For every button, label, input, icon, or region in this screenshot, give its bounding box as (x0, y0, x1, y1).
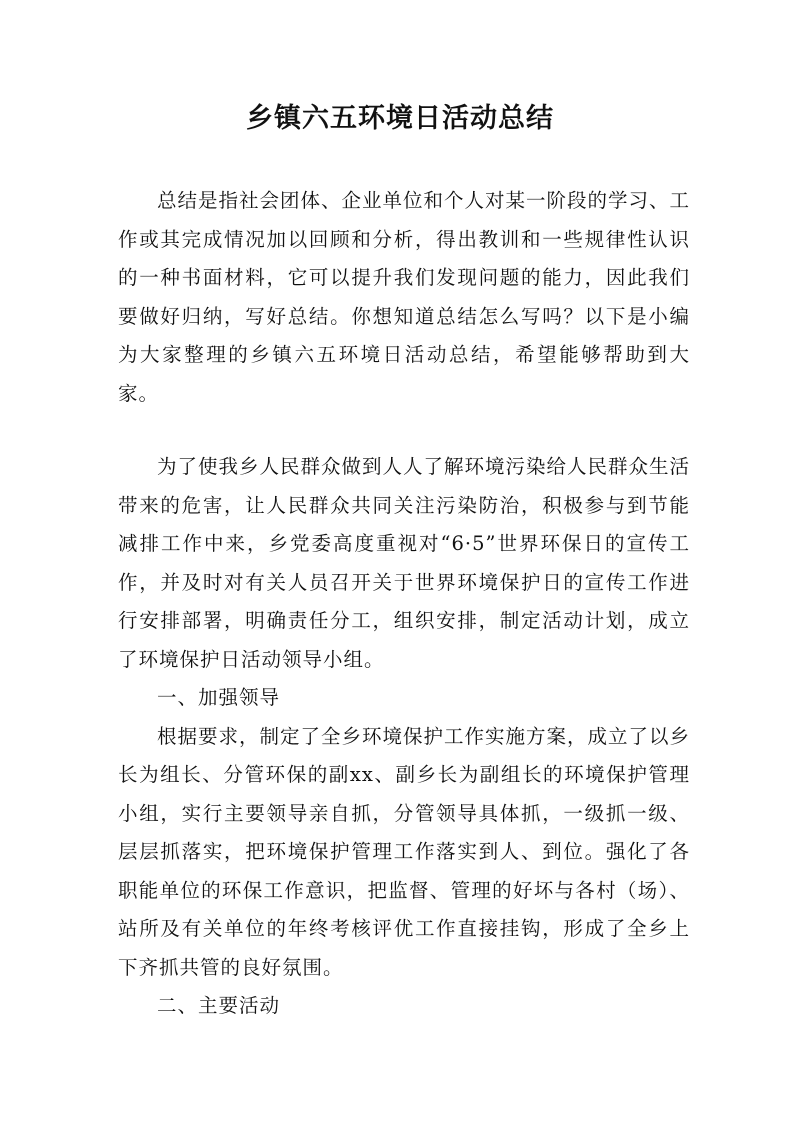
body-paragraph-2: 根据要求，制定了全乡环境保护工作实施方案，成立了以乡长为组长、分管环保的副xx、副乡长为副组长的环境保护管理小组，实行主要领导亲自抓，分管领导具体抓，一级抓一级、层层抓落实，把环境保护管理工作落实到人、到位。强化了各职能单位的环保工作意识，把监督、管理的好坏与各村（场）、站所及有关单位的年终考核评优工作直接挂钩，形成了全乡上下齐抓共管的良好氛围。 (118, 724, 691, 979)
section-heading-2: 二、主要活动 (157, 994, 281, 1017)
section-heading-1: 一、加强领导 (157, 686, 281, 709)
intro-section (118, 182, 690, 413)
main-section (118, 448, 690, 1026)
intro-paragraph: 总结是指社会团体、企业单位和个人对某一阶段的学习、工作或其完成情况加以回顾和分析，得出教训和一些规律性认识的一种书面材料，它可以提升我们发现问题的能力，因此我们要做好归纳，写好总结。你想知道总结怎么写吗？以下是小编为大家整理的乡镇六五环境日活动总结，希望能够帮助到大家。 (118, 189, 691, 405)
document-title: 乡镇六五环境日活动总结 (246, 103, 554, 134)
body-paragraph-1: 为了使我乡人民群众做到人人了解环境污染给人民群众生活带来的危害，让人民群众共同关注污染防治，积极参与到节能减排工作中来，乡党委高度重视对“6·5”世界环保日的宣传工作，并及时对有关人员召开关于世界环境保护日的宣传工作进行安排部署，明确责任分工，组织安排，制定活动计划，成立了环境保护日活动领导小组。 (118, 455, 691, 671)
